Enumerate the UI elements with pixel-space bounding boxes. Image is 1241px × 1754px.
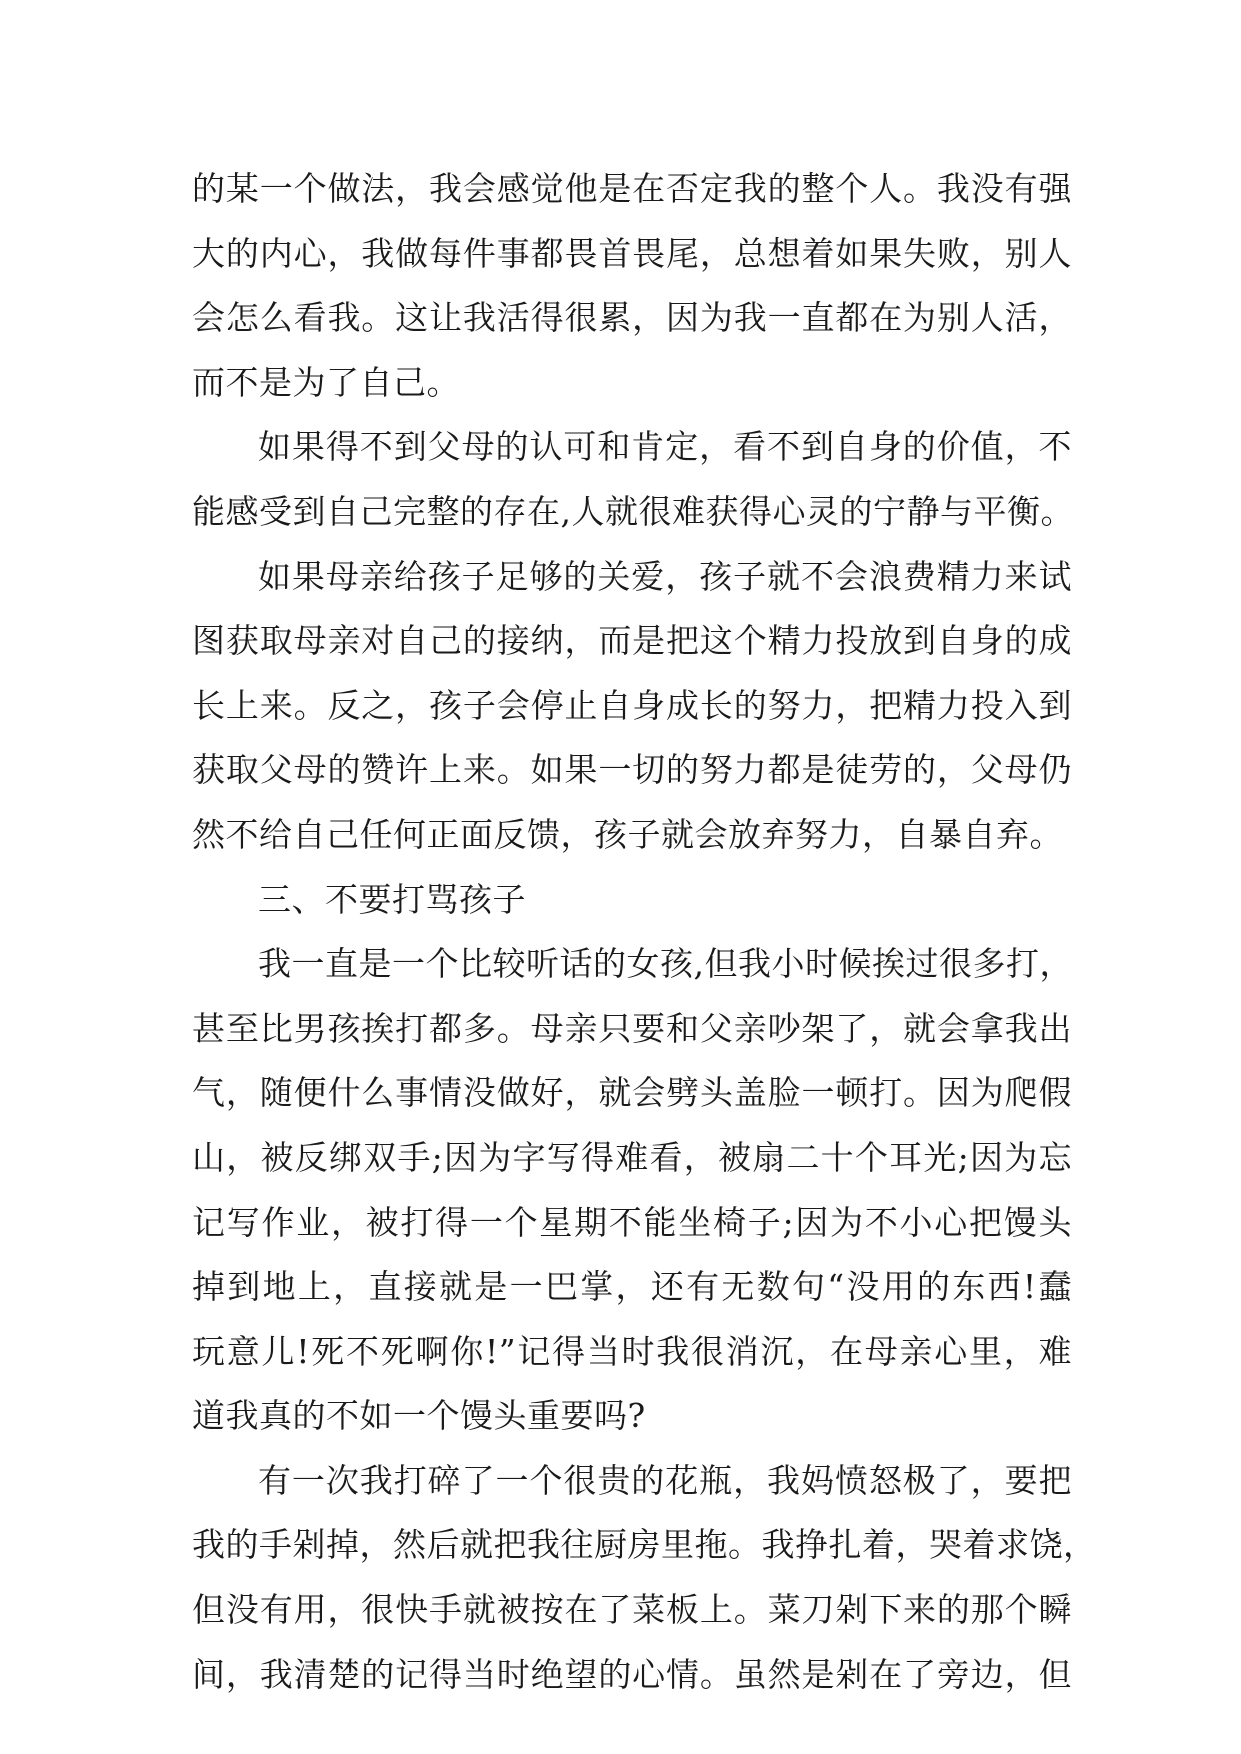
- document-body: [192, 157, 1097, 1707]
- text-line: 长上来。反之，孩子会停止自身成长的努力，把精力投入到: [192, 685, 1072, 725]
- text-line: 但没有用，很快手就被按在了菜板上。菜刀剁下来的那个瞬: [192, 1590, 1072, 1630]
- text-line: 道我真的不如一个馒头重要吗?: [192, 1396, 646, 1436]
- text-line: 玩意儿!死不死啊你!”记得当时我很消沉，在母亲心里，难: [192, 1331, 1072, 1371]
- text-line: 甚至比男孩挨打都多。母亲只要和父亲吵架了，就会拿我出: [192, 1008, 1072, 1048]
- text-line: 能感受到自己完整的存在,人就很难获得心灵的宁静与平衡。: [192, 491, 1074, 531]
- text-line: 如果母亲给孩子足够的关爱，孩子就不会浪费精力来试: [258, 556, 1072, 596]
- text-line: 间，我清楚的记得当时绝望的心情。虽然是剁在了旁边，但: [192, 1654, 1072, 1694]
- text-line: 如果得不到父母的认可和肯定，看不到自身的价值，不: [258, 427, 1072, 467]
- text-line: 三、不要打骂孩子: [258, 879, 526, 919]
- text-line: 图获取母亲对自己的接纳，而是把这个精力投放到自身的成: [192, 621, 1072, 661]
- text-line: 掉到地上，直接就是一巴掌，还有无数句“没用的东西!蠢: [192, 1267, 1072, 1307]
- text-line: 而不是为了自己。: [192, 362, 460, 402]
- text-line: 记写作业，被打得一个星期不能坐椅子;因为不小心把馒头: [192, 1202, 1072, 1242]
- text-line: 大的内心，我做每件事都畏首畏尾，总想着如果失败，别人: [192, 233, 1072, 273]
- text-line: 有一次我打碎了一个很贵的花瓶，我妈愤怒极了，要把: [258, 1460, 1072, 1500]
- text-line: 我的手剁掉，然后就把我往厨房里拖。我挣扎着，哭着求饶，: [192, 1525, 1097, 1565]
- text-line: 然不给自己任何正面反馈，孩子就会放弃努力，自暴自弃。: [192, 814, 1063, 854]
- text-line: 我一直是一个比较听话的女孩,但我小时候挨过很多打，: [258, 944, 1073, 984]
- text-line: 气，随便什么事情没做好，就会劈头盖脸一顿打。因为爬假: [192, 1073, 1072, 1113]
- text-line: 山，被反绑双手;因为字写得难看，被扇二十个耳光;因为忘: [192, 1137, 1072, 1177]
- text-line: 获取父母的赞许上来。如果一切的努力都是徒劳的，父母仍: [192, 750, 1072, 790]
- text-line: 的某一个做法，我会感觉他是在否定我的整个人。我没有强: [192, 169, 1072, 208]
- text-line: 会怎么看我。这让我活得很累，因为我一直都在为别人活，: [192, 298, 1072, 338]
